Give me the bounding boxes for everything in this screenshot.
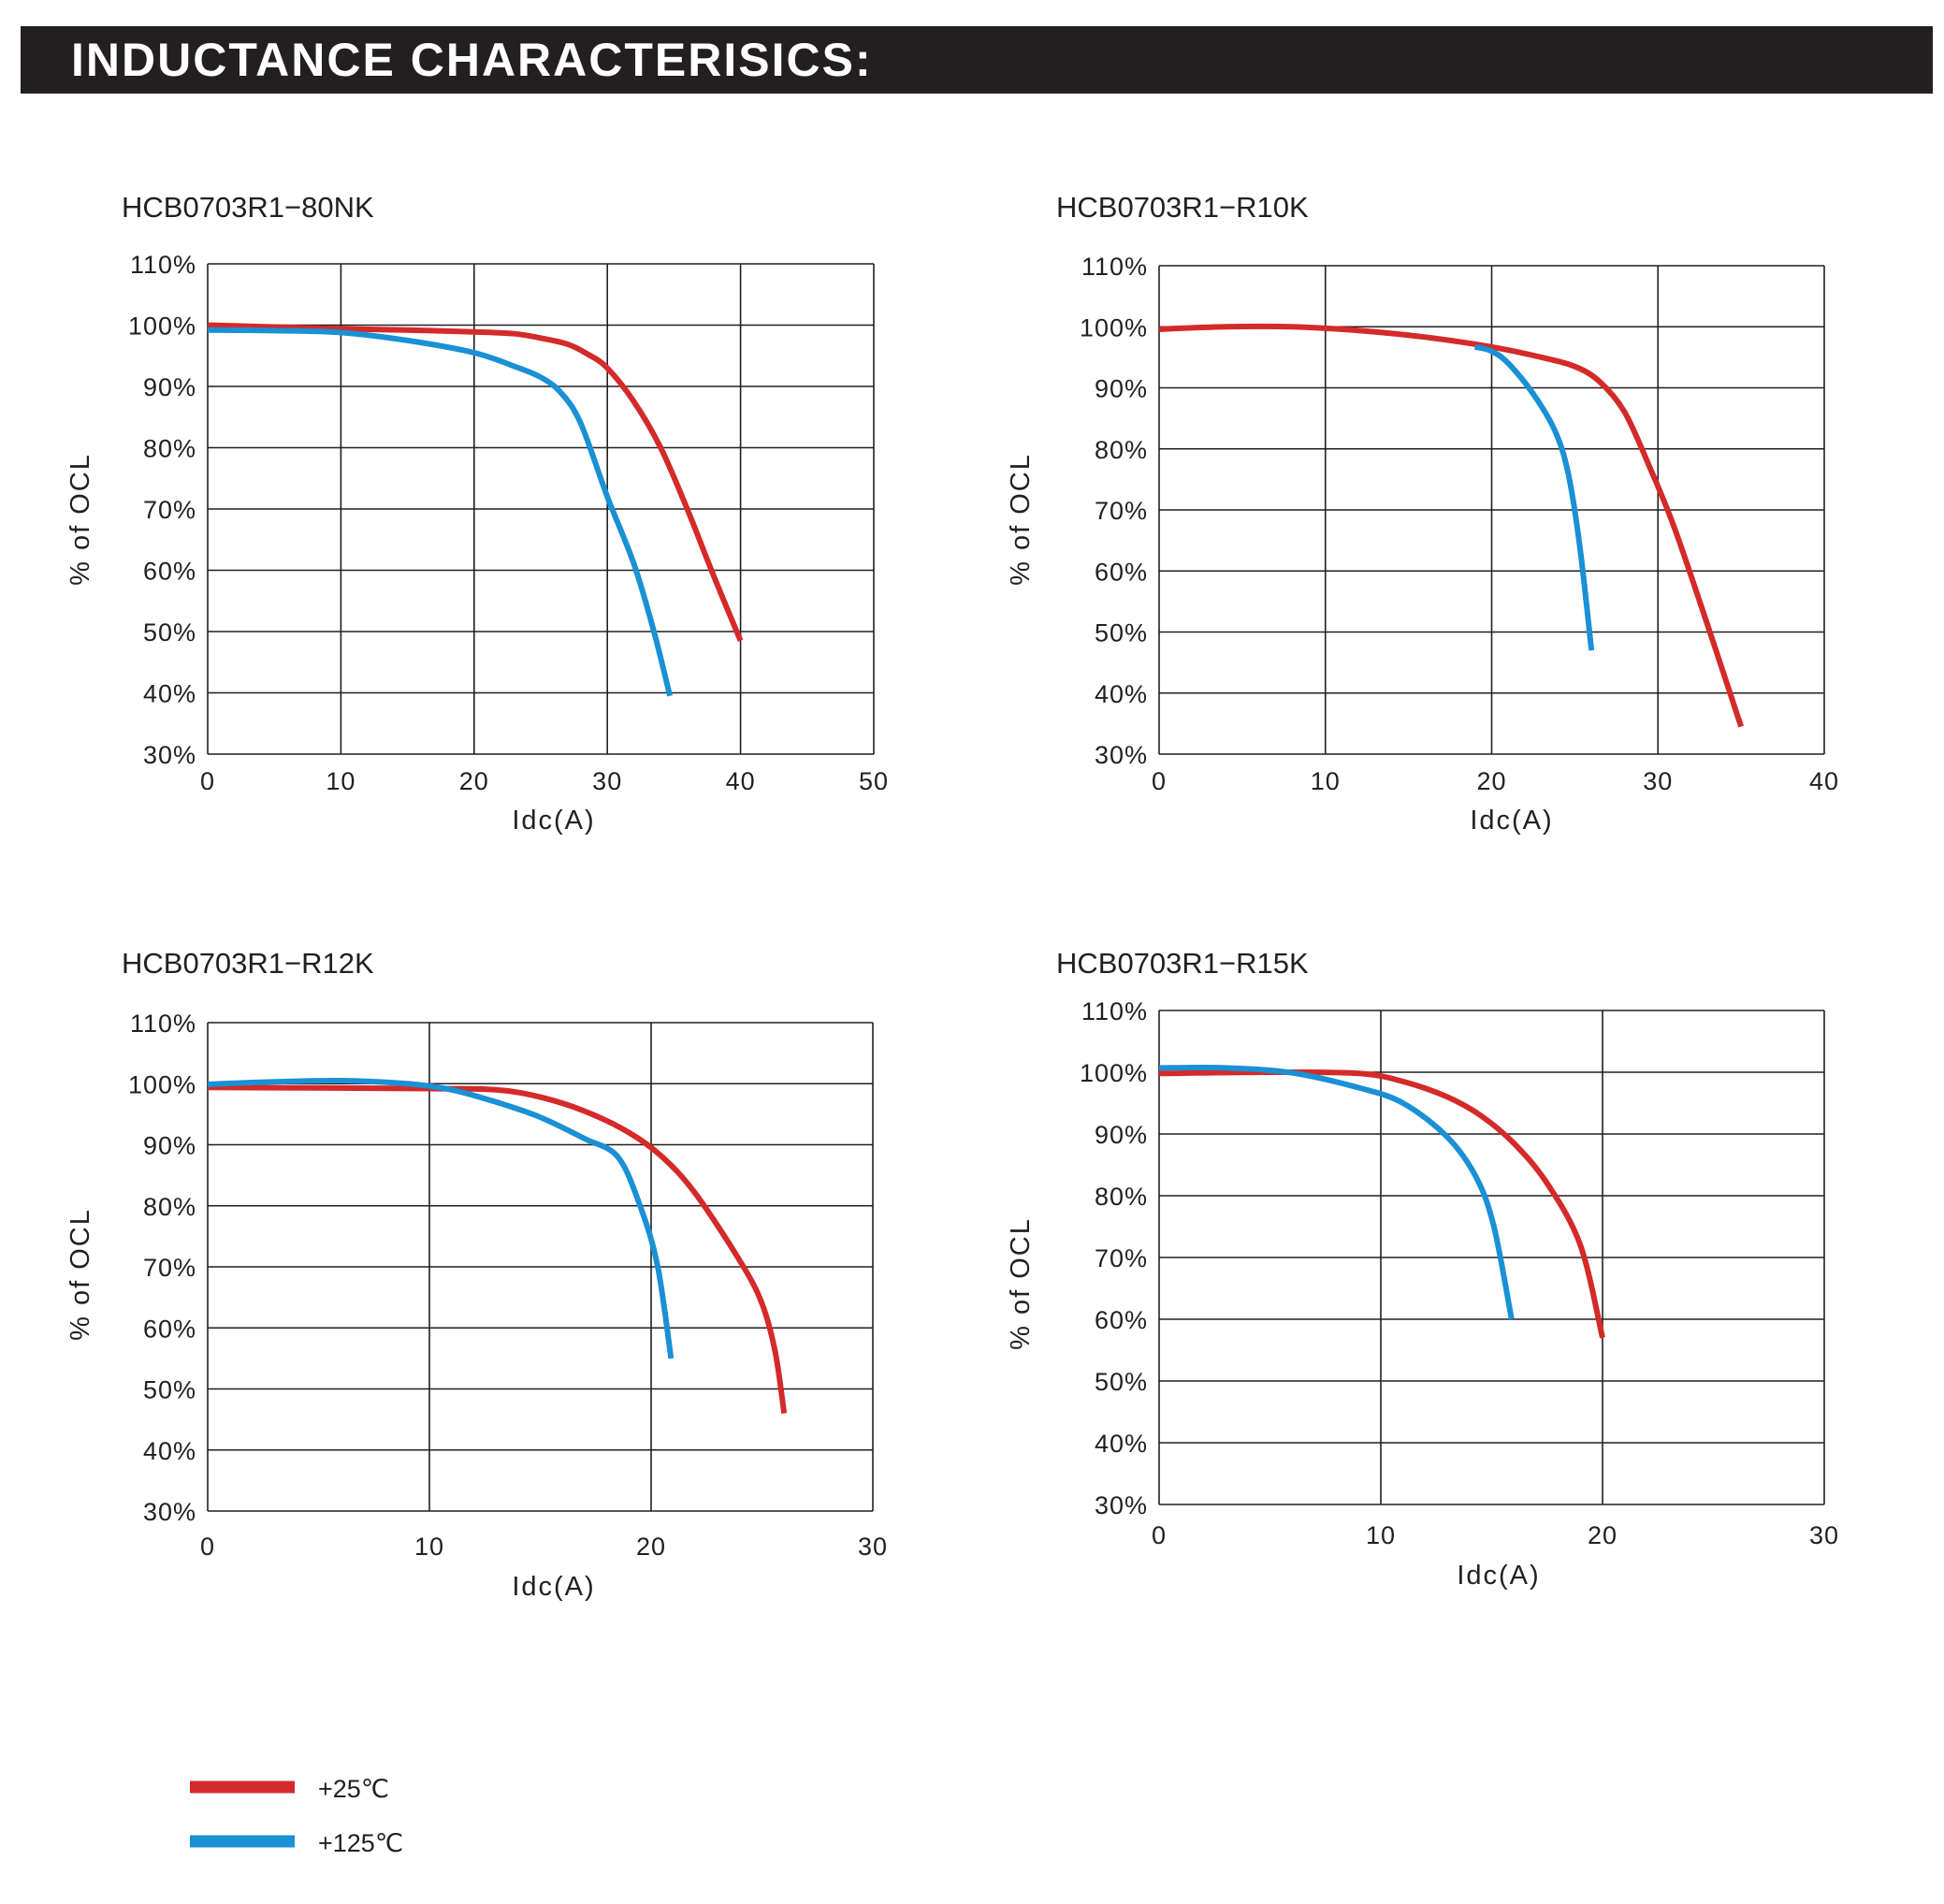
x-axis-label: Idc(A) xyxy=(1470,806,1554,836)
x-tick-label: 0 xyxy=(1151,767,1168,795)
y-axis-label: % of OCL xyxy=(65,1208,95,1341)
y-tick-label: 100% xyxy=(127,312,196,341)
y-tick-label: 100% xyxy=(1079,313,1148,342)
chart-title: HCB0703R1−R12K xyxy=(122,947,374,980)
y-tick-label: 70% xyxy=(142,1254,196,1282)
x-tick-label: 20 xyxy=(635,1533,667,1561)
x-tick-label: 30 xyxy=(857,1533,889,1561)
y-tick-label: 60% xyxy=(1094,1306,1148,1334)
x-tick-label: 30 xyxy=(1643,767,1674,795)
y-tick-label: 60% xyxy=(142,1315,196,1344)
y-tick-label: 70% xyxy=(1094,497,1148,525)
y-tick-label: 110% xyxy=(1081,997,1148,1025)
y-tick-label: 30% xyxy=(142,1498,196,1526)
y-tick-label: 90% xyxy=(1094,374,1148,403)
y-tick-label: 80% xyxy=(142,434,196,463)
x-tick-label: 30 xyxy=(1808,1521,1840,1549)
y-tick-label: 80% xyxy=(1094,435,1148,464)
y-tick-label: 50% xyxy=(1094,1368,1148,1396)
legend-label: +125℃ xyxy=(318,1829,404,1857)
x-axis-label: Idc(A) xyxy=(512,806,596,836)
y-tick-label: 110% xyxy=(1081,253,1148,281)
chart-title: HCB0703R1−80NK xyxy=(122,191,374,224)
y-tick-label: 50% xyxy=(142,618,196,647)
x-axis-label: Idc(A) xyxy=(512,1572,596,1602)
y-tick-label: 40% xyxy=(1094,679,1148,708)
x-tick-label: 0 xyxy=(199,1533,216,1561)
chart-title: HCB0703R1−R15K xyxy=(1056,947,1309,980)
y-tick-label: 110% xyxy=(129,1010,196,1038)
y-tick-label: 70% xyxy=(1094,1244,1148,1272)
y-tick-label: 70% xyxy=(142,496,196,524)
y-tick-label: 30% xyxy=(142,741,196,769)
y-tick-label: 50% xyxy=(1094,618,1148,647)
x-tick-label: 40 xyxy=(1808,767,1840,795)
legend-label: +25℃ xyxy=(318,1775,390,1803)
chart-title: HCB0703R1−R10K xyxy=(1056,191,1309,224)
x-tick-label: 20 xyxy=(458,767,489,795)
y-tick-label: 100% xyxy=(1079,1059,1148,1087)
y-tick-label: 40% xyxy=(142,1436,196,1465)
x-tick-label: 20 xyxy=(1476,767,1507,795)
x-tick-label: 40 xyxy=(725,767,756,795)
y-tick-label: 50% xyxy=(142,1375,196,1404)
x-tick-label: 0 xyxy=(1151,1521,1168,1549)
y-axis-label: % of OCL xyxy=(1006,1217,1036,1350)
x-tick-label: 10 xyxy=(413,1533,445,1561)
y-tick-label: 90% xyxy=(142,1131,196,1160)
x-tick-label: 20 xyxy=(1587,1521,1618,1549)
y-tick-label: 40% xyxy=(1094,1430,1148,1458)
x-tick-label: 10 xyxy=(1310,767,1341,795)
y-tick-label: 40% xyxy=(142,679,196,708)
page-title: INDUCTANCE CHARACTERISICS: xyxy=(71,34,873,86)
x-tick-label: 10 xyxy=(326,767,356,795)
y-tick-label: 60% xyxy=(1094,558,1148,587)
y-tick-label: 90% xyxy=(1094,1121,1148,1149)
y-tick-label: 30% xyxy=(1094,741,1148,769)
x-tick-label: 0 xyxy=(199,767,216,795)
x-tick-label: 30 xyxy=(592,767,623,795)
y-tick-label: 90% xyxy=(142,373,196,401)
x-tick-label: 50 xyxy=(858,767,890,795)
x-axis-label: Idc(A) xyxy=(1457,1561,1541,1591)
y-tick-label: 60% xyxy=(142,557,196,586)
x-tick-label: 10 xyxy=(1365,1521,1397,1549)
y-tick-label: 100% xyxy=(127,1070,196,1099)
y-tick-label: 80% xyxy=(142,1192,196,1221)
y-tick-label: 110% xyxy=(129,251,196,279)
y-tick-label: 30% xyxy=(1094,1491,1148,1519)
y-tick-label: 80% xyxy=(1094,1183,1148,1211)
y-axis-label: % of OCL xyxy=(65,453,95,586)
y-axis-label: % of OCL xyxy=(1006,453,1036,586)
